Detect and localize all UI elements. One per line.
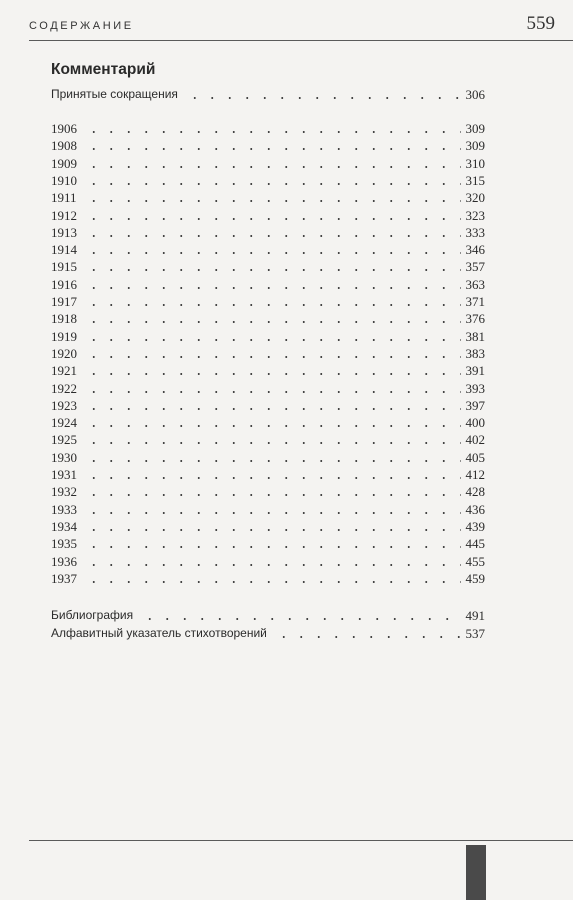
toc-entry-year[interactable] xyxy=(51,276,485,293)
toc-entry-label: 1923 xyxy=(51,397,77,413)
dot-leader xyxy=(83,252,461,254)
toc-entry-page: 309 xyxy=(465,121,485,136)
toc-entry-page: 393 xyxy=(465,380,485,396)
toc-entry-label: Алфавитный указатель стихотворений xyxy=(51,626,267,640)
toc-entry-year[interactable] xyxy=(51,207,485,224)
toc-entry-label: 1906 xyxy=(51,121,77,136)
toc-entry-page: 400 xyxy=(465,415,485,431)
toc-entry-label: 1930 xyxy=(51,449,77,465)
toc-entry-year[interactable] xyxy=(51,397,485,414)
toc-entry-label: Библиография xyxy=(51,608,134,622)
page-number: 559 xyxy=(526,13,555,34)
toc-entry-label: 1934 xyxy=(51,518,77,534)
toc-entry-year[interactable] xyxy=(51,155,485,172)
toc-entry-year[interactable] xyxy=(51,431,485,448)
toc-entry-label: 1917 xyxy=(51,294,77,309)
toc-entry-label: Принятые сокращения xyxy=(51,87,178,101)
toc-entry-year[interactable] xyxy=(51,414,485,431)
dot-leader xyxy=(83,183,461,185)
toc-entry-label: 1922 xyxy=(51,380,77,396)
toc-entry-label: 1915 xyxy=(51,259,77,275)
toc-entry-label: 1916 xyxy=(51,276,77,292)
dot-leader xyxy=(83,235,461,237)
toc-entry-label: 1935 xyxy=(51,536,77,552)
page-edge-bar xyxy=(466,845,486,900)
dot-leader xyxy=(83,581,461,583)
toc-entry-label: 1932 xyxy=(51,484,77,500)
toc-entry-poem-index[interactable] xyxy=(51,625,485,642)
dot-leader xyxy=(83,287,461,289)
toc-entry-label: 1937 xyxy=(51,570,77,586)
dot-leader xyxy=(83,494,461,496)
dot-leader xyxy=(83,564,461,566)
toc-entry-page: 333 xyxy=(465,224,485,240)
toc-entry-year[interactable] xyxy=(51,328,485,345)
toc-entry-year[interactable] xyxy=(51,553,485,570)
toc-entry-page: 309 xyxy=(465,138,485,154)
running-header: СОДЕРЖАНИЕ xyxy=(29,20,134,32)
toc-entry-year[interactable] xyxy=(51,293,485,310)
toc-entry-year[interactable] xyxy=(51,518,485,535)
toc-entry-year[interactable] xyxy=(51,570,485,587)
toc-entry-year[interactable] xyxy=(51,345,485,362)
toc-entry-bibliography[interactable] xyxy=(51,607,485,624)
dot-leader xyxy=(83,373,461,375)
dot-leader xyxy=(83,321,461,323)
toc-entry-label: 1910 xyxy=(51,172,77,188)
toc-entry-year[interactable] xyxy=(51,466,485,483)
dot-leader xyxy=(83,460,461,462)
toc-entry-page: 391 xyxy=(465,363,485,379)
dot-leader xyxy=(83,131,461,133)
toc-entry-year[interactable] xyxy=(51,535,485,552)
toc-entry-page: 412 xyxy=(465,467,485,482)
toc-entry-year[interactable] xyxy=(51,120,485,137)
toc-entry-page: 346 xyxy=(465,242,485,258)
toc-entry-page: 537 xyxy=(465,626,485,641)
toc-entry-year[interactable] xyxy=(51,224,485,241)
toc-entry-page: 310 xyxy=(465,155,485,171)
toc-entry-label: 1931 xyxy=(51,467,77,482)
toc-entry-year[interactable] xyxy=(51,449,485,466)
dot-leader xyxy=(83,408,461,410)
dot-leader xyxy=(83,269,461,271)
toc-entry-year[interactable] xyxy=(51,380,485,397)
dot-leader xyxy=(83,391,461,393)
toc-entry-year[interactable] xyxy=(51,189,485,206)
toc-entry-year[interactable] xyxy=(51,501,485,518)
toc-entry-page: 376 xyxy=(465,311,485,327)
toc-entry-page: 428 xyxy=(465,484,485,500)
toc-entry-label: 1919 xyxy=(51,328,77,344)
dot-leader xyxy=(273,636,461,638)
dot-leader xyxy=(83,546,461,548)
dot-leader xyxy=(83,339,461,341)
toc-entry-page: 445 xyxy=(465,536,485,552)
section-title: Комментарий xyxy=(51,61,156,78)
toc-entry-label: 1909 xyxy=(51,155,77,171)
toc-entry-label: 1933 xyxy=(51,501,77,517)
dot-leader xyxy=(83,512,461,514)
toc-entry-page: 320 xyxy=(465,190,485,206)
toc-entry-page: 455 xyxy=(465,553,485,569)
toc-entry-label: 1921 xyxy=(51,363,77,379)
toc-entry-year[interactable] xyxy=(51,172,485,189)
toc-entry-label: 1911 xyxy=(51,190,77,206)
toc-entry-year[interactable] xyxy=(51,483,485,500)
toc-entry-year[interactable] xyxy=(51,258,485,275)
toc-entry-page: 363 xyxy=(465,276,485,292)
toc-entry-year[interactable] xyxy=(51,137,485,154)
dot-leader xyxy=(83,166,461,168)
dot-leader xyxy=(83,477,461,479)
dot-leader xyxy=(83,304,461,306)
dot-leader xyxy=(83,529,461,531)
toc-entry-page: 306 xyxy=(465,87,485,102)
toc-entry-page: 439 xyxy=(465,518,485,534)
toc-entry-year[interactable] xyxy=(51,241,485,258)
dot-leader xyxy=(83,425,461,427)
toc-entry-page: 371 xyxy=(465,294,485,309)
toc-entry-label: 1918 xyxy=(51,311,77,327)
toc-entry-year[interactable] xyxy=(51,362,485,379)
toc-entry-label: 1912 xyxy=(51,207,77,223)
toc-entry-label: 1936 xyxy=(51,553,77,569)
toc-entry-page: 323 xyxy=(465,207,485,223)
dot-leader xyxy=(83,442,461,444)
toc-entry-page: 397 xyxy=(465,397,485,413)
dot-leader xyxy=(83,218,461,220)
toc-entry-page: 491 xyxy=(465,608,485,623)
toc-entry-page: 383 xyxy=(465,345,485,361)
toc-entry-page: 436 xyxy=(465,501,485,517)
dot-leader xyxy=(184,97,461,99)
toc-entry-page: 402 xyxy=(465,432,485,448)
dot-leader xyxy=(83,148,461,150)
toc-entry-page: 459 xyxy=(465,570,485,586)
header-rule xyxy=(29,40,573,41)
toc-entry-page: 381 xyxy=(465,328,485,344)
dot-leader xyxy=(139,618,460,620)
toc-entry-year[interactable] xyxy=(51,310,485,327)
dot-leader xyxy=(83,356,461,358)
toc-entry-label: 1924 xyxy=(51,415,77,431)
toc-entry-label: 1914 xyxy=(51,242,77,258)
toc-entry-label: 1908 xyxy=(51,138,77,154)
footer-rule xyxy=(29,840,573,841)
toc-entry-abbreviations[interactable] xyxy=(51,86,485,103)
dot-leader xyxy=(83,200,461,202)
toc-entry-label: 1920 xyxy=(51,345,77,361)
toc-entry-label: 1913 xyxy=(51,224,77,240)
toc-entry-page: 315 xyxy=(465,172,485,188)
toc-entry-page: 357 xyxy=(465,259,485,275)
toc-entry-label: 1925 xyxy=(51,432,77,448)
toc-entry-page: 405 xyxy=(465,449,485,465)
